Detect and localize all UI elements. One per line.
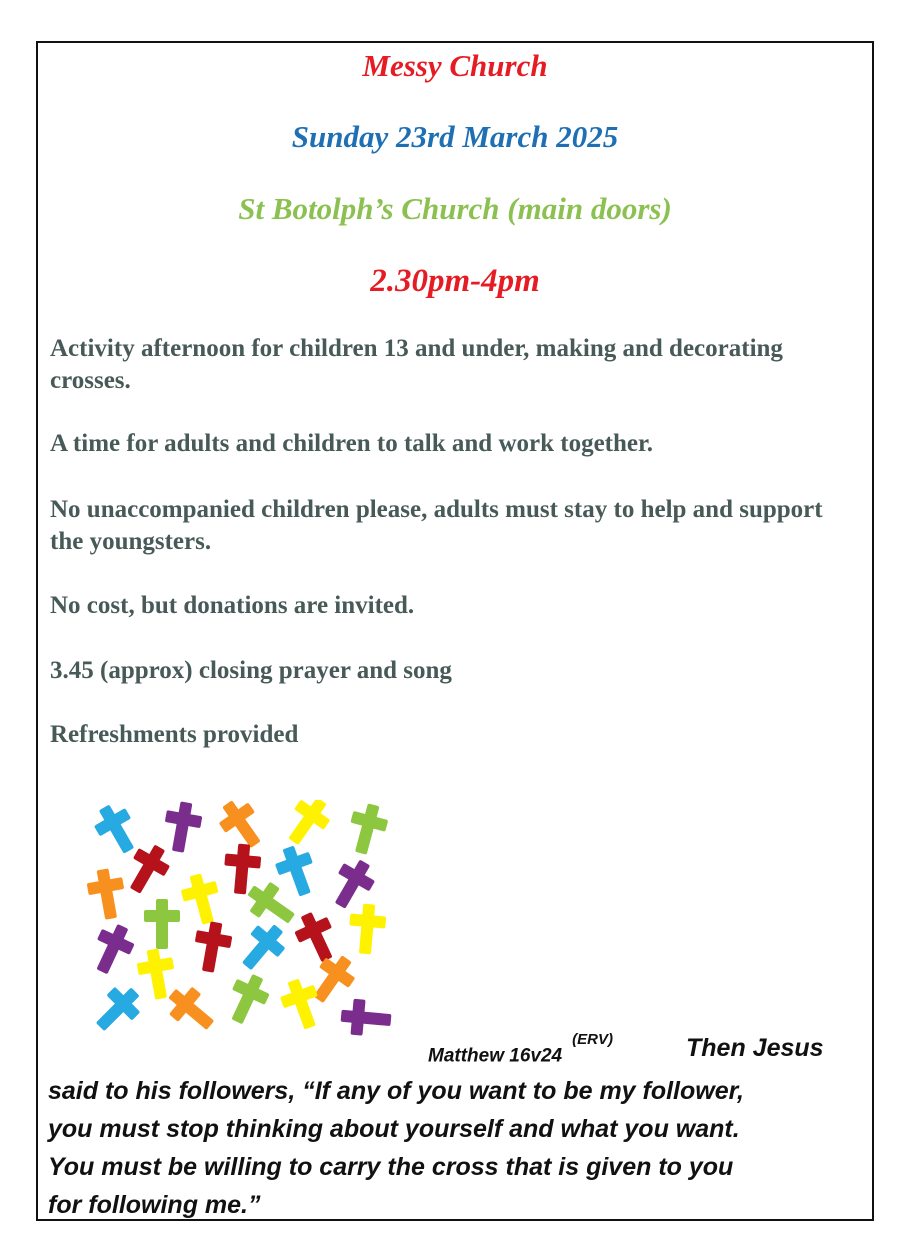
together-paragraph: A time for adults and children to talk and work together. <box>50 430 654 457</box>
cross-shape <box>233 917 293 978</box>
cross-shape <box>87 979 148 1040</box>
cross-shape <box>271 841 322 900</box>
event-date: Sunday 23rd March 2025 <box>291 119 619 154</box>
quote-line: you must stop thinking about yourself and what you want. <box>48 1115 740 1143</box>
cross-shape <box>347 903 387 956</box>
poster-title: Messy Church <box>362 48 548 83</box>
supervision-paragraph: No unaccompanied children please, adults must stay to help and support the youngsters. <box>50 496 823 555</box>
event-time: 2.30pm-4pm <box>370 263 540 299</box>
quote-line: for following me.” <box>48 1191 261 1219</box>
colorful-crosses-icon <box>82 800 398 1040</box>
event-venue: St Botolph’s Church (main doors) <box>238 191 672 226</box>
cross-shape <box>276 974 327 1033</box>
activity-paragraph: Activity afternoon for children 13 and under, making and decorating crosses. <box>50 335 783 394</box>
cross-shape <box>343 800 391 858</box>
scripture-version: (ERV) <box>572 1031 613 1048</box>
cross-shape <box>178 870 226 928</box>
refreshments-paragraph: Refreshments provided <box>50 721 299 748</box>
cross-shape <box>161 979 222 1039</box>
cross-shape <box>190 919 234 974</box>
cross-shape <box>303 948 361 1010</box>
cross-shape <box>240 875 302 933</box>
cross-shape <box>86 919 140 980</box>
quote-line: You must be willing to carry the cross that is given to you <box>48 1153 734 1181</box>
closing-paragraph: 3.45 (approx) closing prayer and song <box>50 657 452 684</box>
cross-shape <box>88 800 144 860</box>
scripture-reference <box>428 1031 613 1067</box>
scripture-reference-text: Matthew 16v24 <box>428 1045 563 1067</box>
cross-shape <box>144 899 180 949</box>
scripture-quote <box>48 1072 858 1224</box>
quote-line: said to his followers, “If any of you want to be my follower, <box>48 1077 744 1105</box>
cross-shape <box>290 907 344 968</box>
scripture-lead: Then Jesus <box>686 1034 824 1062</box>
cross-shape <box>221 969 275 1030</box>
cross-shape <box>85 866 129 921</box>
cost-paragraph: No cost, but donations are invited. <box>50 592 415 619</box>
cross-shape <box>278 800 336 852</box>
cross-shape <box>340 998 393 1038</box>
cross-shape <box>160 800 204 855</box>
